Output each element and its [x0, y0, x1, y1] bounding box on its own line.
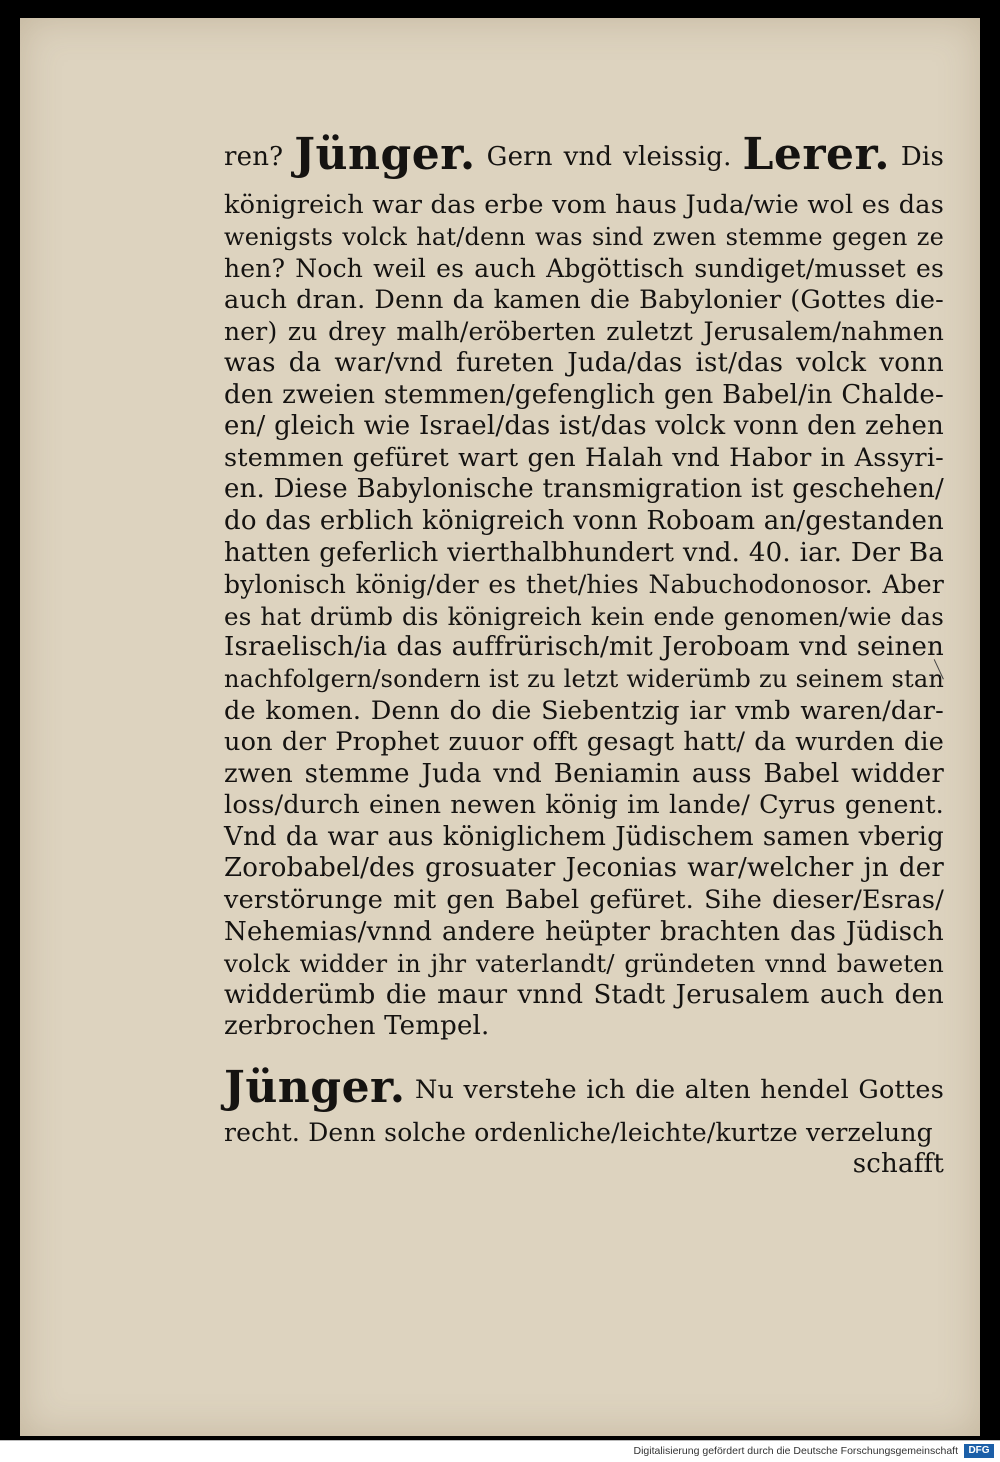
reply-first-line [224, 1059, 944, 1117]
first-line [224, 126, 944, 184]
text-line: Vnd da war aus königlichem Jüdischem samen vberig [224, 821, 944, 852]
body-lines [224, 190, 944, 1011]
text-line: auch dran. Denn da kamen die Babylonier (Gottes die- [224, 284, 944, 315]
page-text [224, 126, 944, 1180]
text-line: königreich war das erbe vom haus Juda/wie wol es das [224, 190, 944, 220]
footer-bar [0, 1440, 1000, 1462]
reply-text: Nu verstehe ich die alten hendel Gottes [414, 1075, 944, 1106]
text-line: den zweien stemmen/gefenglich gen Babel/in Chalde- [224, 379, 944, 410]
text-line: volck widder in jhr vaterlandt/ gründeten vnnd baweten [224, 949, 944, 979]
text-line: Israelisch/ia das auffrürisch/mit Jeroboam vnd seinen [224, 632, 944, 663]
reply-second-line: recht. Denn solche ordenliche/leichte/kurtze verzelung [224, 1118, 933, 1148]
text-line: widderümb die maur vnnd Stadt Jerusalem auch den [224, 979, 944, 1010]
line-middle: Gern vnd vleissig. [486, 142, 732, 172]
speaker-label-juenger: Jünger. [294, 129, 476, 180]
text-line: zwen stemme Juda vnd Beniamin auss Babel widder [224, 758, 944, 789]
text-line: hen? Noch weil es auch Abgöttisch sundiget/musset es [224, 254, 944, 284]
speaker-label-lerer: Lerer. [742, 129, 891, 180]
line-trail: Dis [900, 142, 944, 172]
speaker-label-juenger-reply: Jünger. [224, 1062, 406, 1114]
text-line: Nehemias/vnnd andere heüpter brachten das Jüdisch [224, 916, 944, 947]
footer-credit: Digitalisierung gefördert durch die Deutsche Forschungsgemeinschaft [633, 1445, 958, 1457]
text-line: do das erblich königreich vonn Roboam an/gestanden [224, 505, 944, 536]
text-line: Zorobabel/des grosuater Jeconias war/welcher jn der [224, 853, 944, 884]
text-line: verstörunge mit gen Babel gefüret. Sihe dieser/Esras/ [224, 885, 944, 916]
text-line: was da war/vnd fureten Juda/das ist/das volck vonn [224, 347, 944, 378]
text-line: de komen. Denn do die Siebentzig iar vmb waren/dar- [224, 695, 944, 726]
text-line: wenigsts volck hat/denn was sind zwen stemme gegen ze [224, 222, 944, 251]
dfg-logo: DFG [964, 1444, 994, 1458]
text-line: stemmen gefüret wart gen Halah vnd Habor in Assyri- [224, 442, 944, 473]
text-line: es hat drümb dis königreich kein ende genomen/wie das [224, 601, 944, 631]
line-lead: ren? [224, 142, 284, 172]
text-line: uon der Prophet zuuor offt gesagt hatt/ da wurden die [224, 727, 944, 758]
text-line: ner) zu drey malh/eröberten zuletzt Jerusalem/nahmen [224, 317, 944, 347]
text-line: en. Diese Babylonische transmigration ist geschehen/ [224, 474, 944, 505]
text-line: nachfolgern/sondern ist zu letzt widerümb zu seinem stan [224, 664, 944, 693]
text-line: bylonisch könig/der es thet/hies Nabuchodonosor. Aber [224, 570, 944, 600]
paragraph-end-line: zerbrochen Tempel. [224, 1011, 490, 1042]
catchword: schafft [852, 1148, 944, 1179]
text-line: loss/durch einen newen könig im lande/ Cyrus genent. [224, 790, 944, 821]
text-line: en/ gleich wie Israel/das ist/das volck vonn den zehen [224, 411, 944, 442]
text-line: hatten geferlich vierthalbhundert vnd. 40. iar. Der Ba [224, 537, 944, 568]
